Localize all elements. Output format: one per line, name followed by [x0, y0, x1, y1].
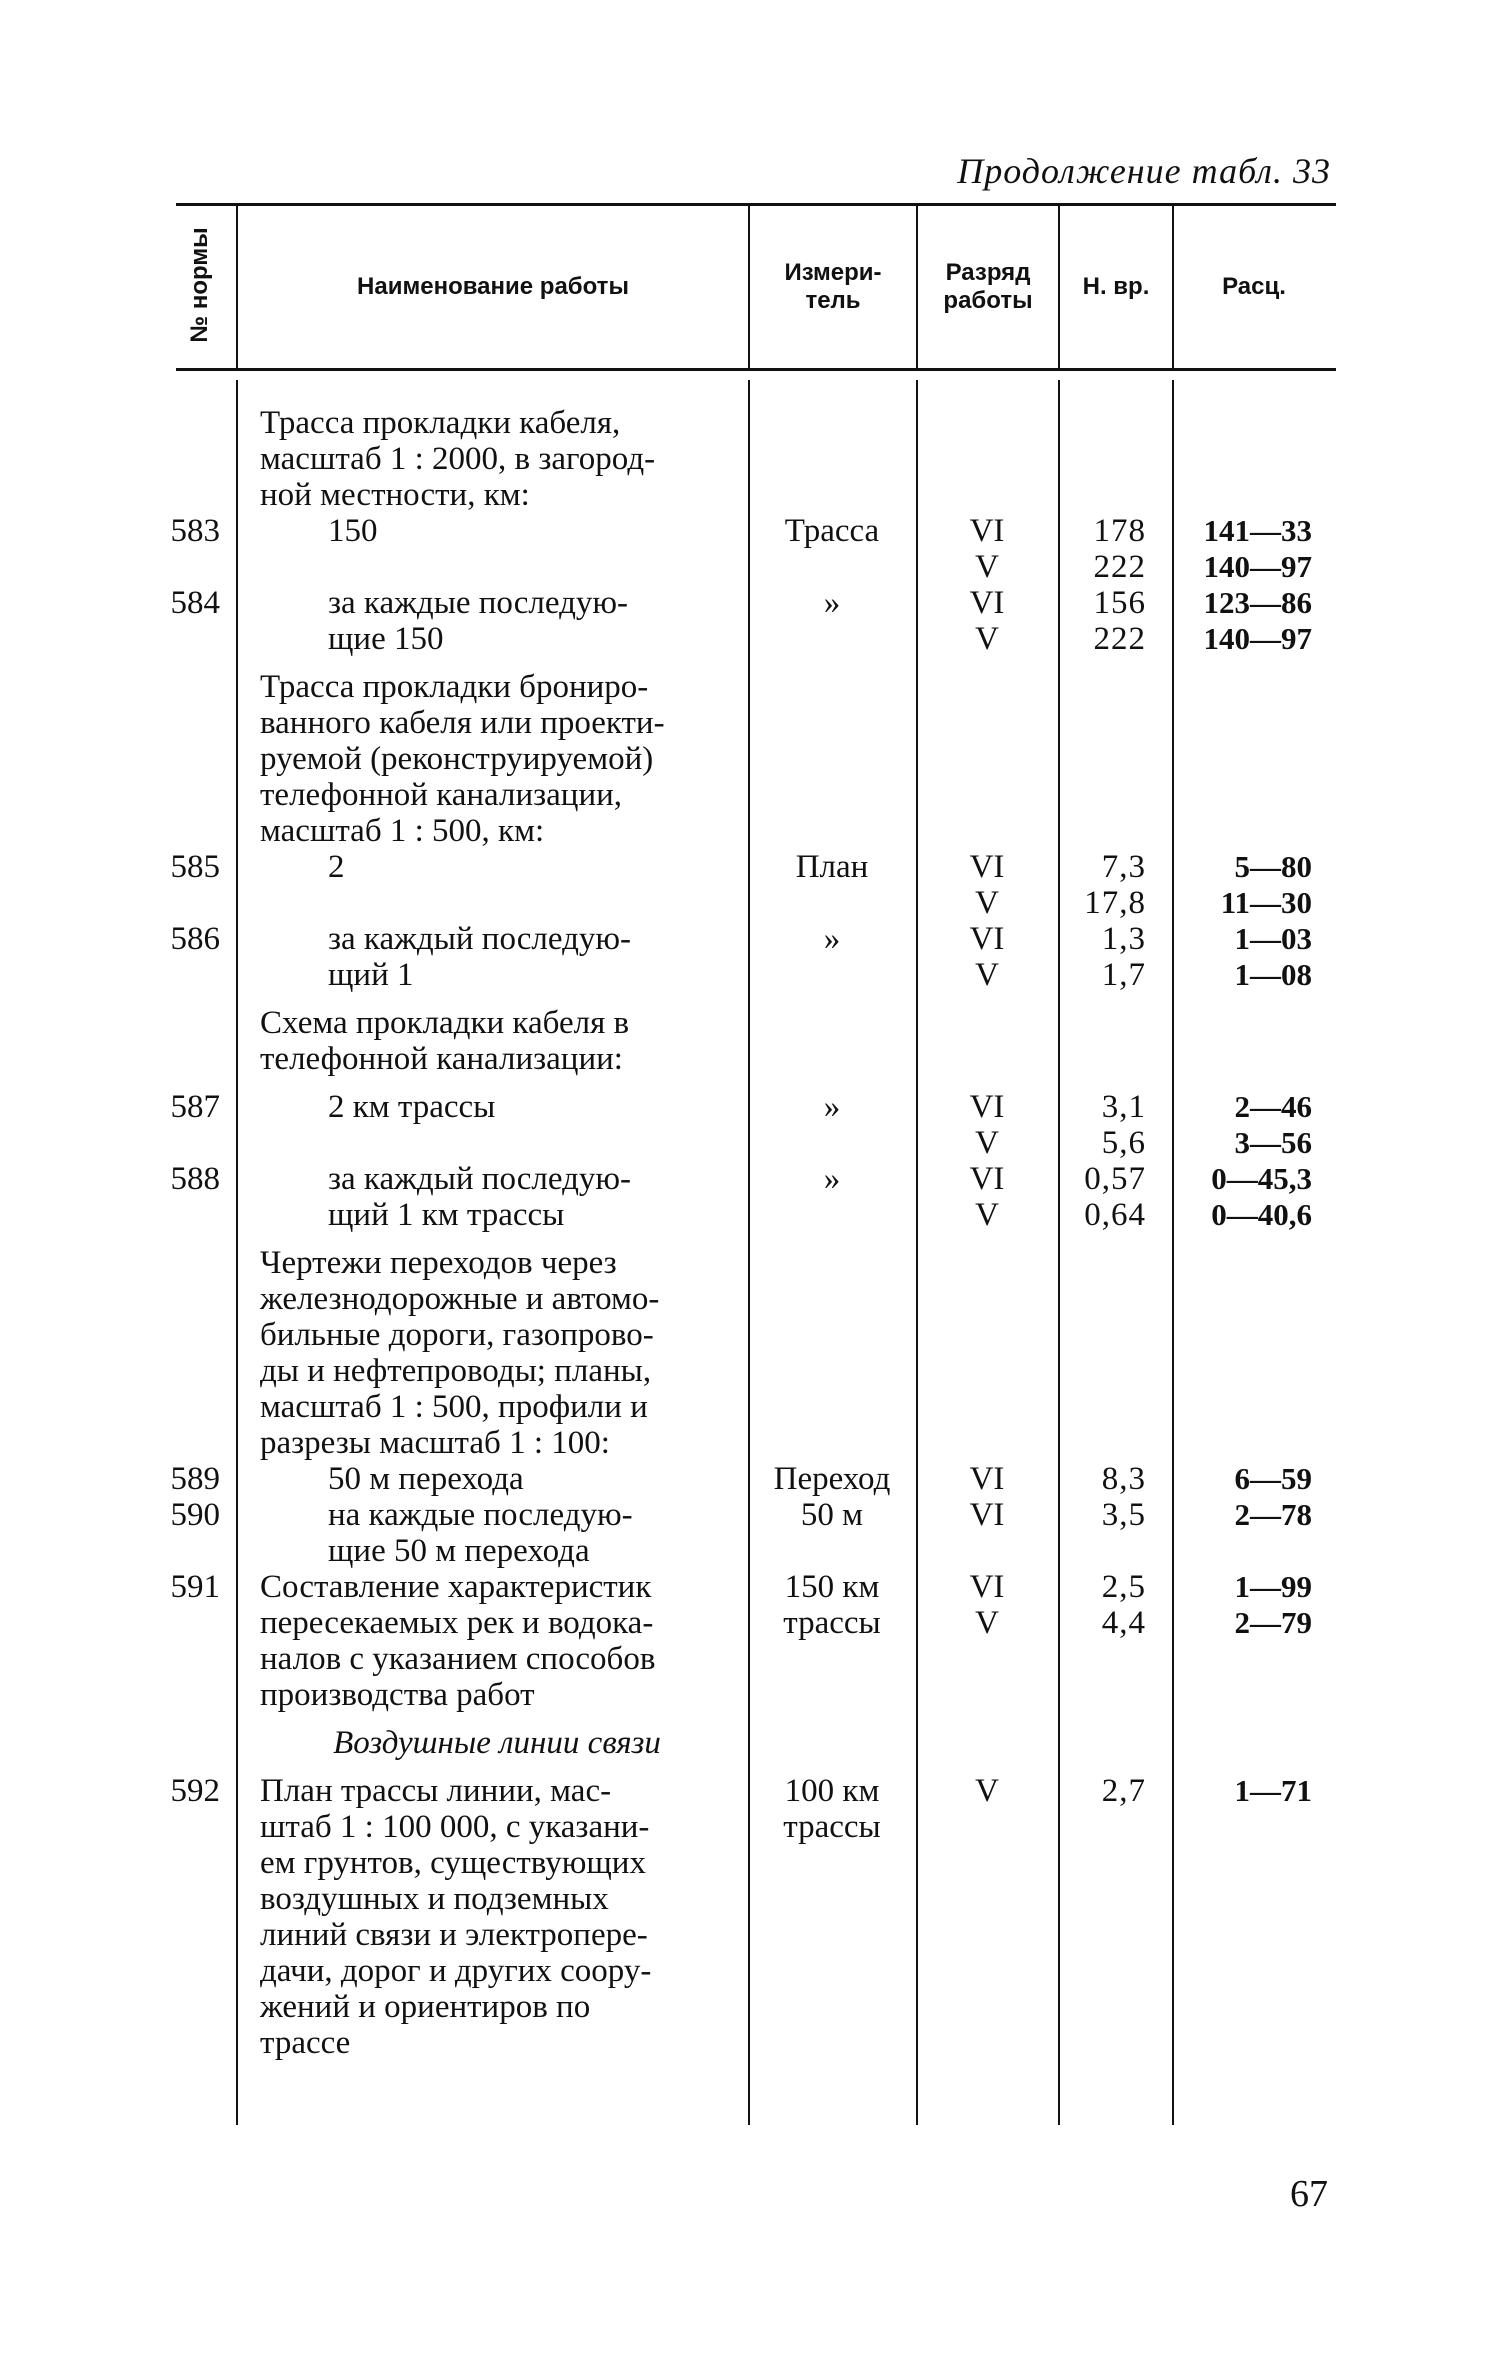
table-row [0, 849, 1499, 921]
table-row [0, 669, 1499, 849]
work-name-line: дачи, дорог и других соору- [260, 1953, 652, 1989]
work-name-line: щий 1 [328, 957, 414, 993]
work-name-line: щий 1 км трассы [328, 1197, 565, 1233]
time-norm-line: 178 [1093, 513, 1146, 549]
rate [1172, 585, 1322, 657]
measure-unit [748, 1497, 916, 1533]
table-row [0, 1773, 1499, 2061]
work-name-line: щие 150 [328, 621, 444, 657]
work-grade-line: VI [969, 849, 1005, 885]
time-norm-line: 17,8 [1084, 885, 1146, 921]
rate-line: 2—46 [1234, 1089, 1312, 1124]
work-name-line: телефонной канализации, [260, 777, 623, 813]
rate [1172, 1161, 1322, 1233]
work-name-line: жений и ориентиров по [260, 1989, 591, 2025]
header-bottom-rule [176, 368, 1336, 371]
work-name-line: 150 [328, 513, 378, 549]
page-number: 67 [1290, 2173, 1328, 2215]
work-grade [916, 1569, 1058, 1641]
work-name-line: налов с указанием способов [260, 1641, 656, 1677]
measure-unit-line: » [823, 921, 841, 957]
time-norm [1058, 1773, 1172, 1809]
work-name-line: Чертежи переходов через [260, 1245, 617, 1281]
measure-unit-line: 50 м [800, 1497, 864, 1533]
time-norm-line: 5,6 [1101, 1125, 1146, 1161]
header-name: Наименование работы [357, 273, 629, 300]
norm-number: 587 [170, 1089, 220, 1125]
measure-unit [748, 513, 916, 549]
measure-unit [748, 1773, 916, 1845]
work-grade-line: V [975, 621, 999, 657]
measure-unit-line: Трасса [784, 513, 880, 549]
work-name-line: трассе [260, 2025, 351, 2061]
measure-unit-line: Переход [773, 1461, 891, 1497]
header-time: Н. вр. [1082, 273, 1150, 300]
time-norm [1058, 1161, 1172, 1233]
rate [1172, 921, 1322, 993]
time-norm-line: 2,7 [1101, 1773, 1146, 1809]
work-grade-line: VI [969, 921, 1005, 957]
work-grade-line: V [975, 1197, 999, 1233]
work-name [228, 1497, 748, 1569]
work-name-line: ем грунтов, существующих [260, 1845, 646, 1881]
rate [1172, 849, 1322, 921]
work-name [228, 669, 748, 849]
work-name [228, 585, 748, 657]
work-name-line: ванного кабеля или проекти- [260, 705, 665, 741]
work-name-line: за каждый последую- [328, 1161, 632, 1197]
work-name [228, 1725, 748, 1761]
work-grade-line: VI [969, 1461, 1005, 1497]
measure-unit-line: 100 км [784, 1773, 880, 1809]
work-name [228, 1773, 748, 2061]
time-norm-line: 1,7 [1101, 957, 1146, 993]
work-grade-line: V [975, 885, 999, 921]
table-row [0, 1461, 1499, 1497]
table-row [0, 1569, 1499, 1713]
table-row [0, 513, 1499, 585]
work-name-line: масштаб 1 : 500, км: [260, 813, 545, 849]
measure-unit-line: трассы [783, 1605, 881, 1641]
time-norm [1058, 849, 1172, 921]
work-grade-line: V [975, 957, 999, 993]
time-norm [1058, 1569, 1172, 1641]
time-norm [1058, 513, 1172, 585]
rate-line: 1—99 [1234, 1569, 1312, 1604]
rate-line: 5—80 [1234, 849, 1312, 884]
rate-line: 140—97 [1203, 621, 1312, 656]
time-norm [1058, 585, 1172, 657]
time-norm-line: 7,3 [1101, 849, 1146, 885]
norm-number: 590 [170, 1497, 220, 1533]
table-row [0, 1497, 1499, 1569]
measure-unit-line: » [823, 1161, 841, 1197]
work-grade [916, 1089, 1058, 1161]
time-norm-line: 3,5 [1101, 1497, 1146, 1533]
time-norm-line: 4,4 [1101, 1605, 1146, 1641]
work-grade-line: VI [969, 585, 1005, 621]
work-grade-line: VI [969, 1569, 1005, 1605]
rate-line: 0—45,3 [1211, 1161, 1312, 1196]
time-norm [1058, 1497, 1172, 1533]
work-grade [916, 513, 1058, 585]
measure-unit [748, 1569, 916, 1641]
table-row [0, 405, 1499, 513]
work-name-line: разрезы масштаб 1 : 100: [260, 1425, 610, 1461]
work-name-line: щие 50 м перехода [328, 1533, 590, 1569]
rate-line: 11—30 [1220, 885, 1312, 920]
rate-line: 1—71 [1234, 1773, 1312, 1808]
work-name-line: План трассы линии, мас- [260, 1773, 612, 1809]
norm-number: 584 [170, 585, 220, 621]
work-name-line: пересекаемых рек и водока- [260, 1605, 654, 1641]
table-row [0, 1725, 1499, 1761]
work-grade-line: V [975, 1773, 999, 1809]
work-name-line: телефонной канализации: [260, 1041, 623, 1077]
work-grade [916, 849, 1058, 921]
rate-line: 140—97 [1203, 549, 1312, 584]
table-row [0, 1161, 1499, 1233]
rate [1172, 1497, 1322, 1533]
norm-number: 586 [170, 921, 220, 957]
rate-line: 141—33 [1203, 513, 1312, 548]
rate-line: 1—08 [1234, 957, 1312, 992]
table-row [0, 1245, 1499, 1461]
rate-line: 3—56 [1234, 1125, 1312, 1160]
rate-line: 2—79 [1234, 1605, 1312, 1640]
table-row [0, 585, 1499, 657]
work-name [228, 1089, 748, 1125]
work-name-line: ды и нефтепроводы; планы, [260, 1353, 652, 1389]
rate [1172, 1089, 1322, 1161]
work-name-line: масштаб 1 : 500, профили и [260, 1389, 648, 1425]
rate-line: 0—40,6 [1211, 1197, 1312, 1232]
work-name-line: на каждые последую- [328, 1497, 633, 1533]
rate-line: 6—59 [1234, 1461, 1312, 1496]
measure-unit [748, 849, 916, 885]
measure-unit-line: 150 км [784, 1569, 880, 1605]
header-num: № нормы [186, 227, 213, 343]
work-name-line: 2 [328, 849, 345, 885]
rate-line: 2—78 [1234, 1497, 1312, 1532]
work-grade [916, 1773, 1058, 1809]
header-grade: Разряд работы [943, 259, 1033, 314]
work-grade [916, 585, 1058, 657]
work-name-line: за каждый последую- [328, 921, 632, 957]
norm-number: 589 [170, 1461, 220, 1497]
rate-line: 1—03 [1234, 921, 1312, 956]
time-norm-line: 0,64 [1084, 1197, 1146, 1233]
work-grade [916, 1461, 1058, 1497]
time-norm [1058, 1089, 1172, 1161]
work-name-line: Воздушные линии связи [333, 1725, 661, 1761]
measure-unit [748, 585, 916, 621]
norm-number: 583 [170, 513, 220, 549]
work-grade [916, 1497, 1058, 1533]
work-name-line: руемой (реконструируемой) [260, 741, 654, 777]
work-name-line: 2 км трассы [328, 1089, 496, 1125]
table-caption: Продолжение табл. 33 [957, 151, 1331, 191]
work-grade [916, 921, 1058, 993]
measure-unit-line: » [823, 585, 841, 621]
work-name-line: производства работ [260, 1677, 535, 1713]
time-norm-line: 0,57 [1084, 1161, 1146, 1197]
norm-number: 591 [170, 1569, 220, 1605]
work-name-line: бильные дороги, газопрово- [260, 1317, 654, 1353]
work-name [228, 921, 748, 993]
measure-unit [748, 921, 916, 957]
work-name-line: штаб 1 : 100 000, с указани- [260, 1809, 650, 1845]
rate [1172, 1773, 1322, 1809]
work-grade-line: VI [969, 1089, 1005, 1125]
work-name [228, 405, 748, 513]
work-name [228, 1569, 748, 1713]
table-row [0, 1005, 1499, 1077]
work-grade-line: V [975, 1125, 999, 1161]
work-name-line: Схема прокладки кабеля в [260, 1005, 630, 1041]
work-name [228, 849, 748, 885]
rate-line: 123—86 [1203, 585, 1312, 620]
time-norm-line: 1,3 [1101, 921, 1146, 957]
work-name [228, 1161, 748, 1233]
work-grade-line: VI [969, 513, 1005, 549]
time-norm-line: 222 [1093, 549, 1146, 585]
measure-unit-line: » [823, 1089, 841, 1125]
work-name-line: линий связи и электропере- [260, 1917, 648, 1953]
work-name-line: железнодорожные и автомо- [260, 1281, 660, 1317]
work-name [228, 1461, 748, 1497]
table-row [0, 1089, 1499, 1161]
work-name-line: масштаб 1 : 2000, в загород- [260, 441, 656, 477]
work-grade [916, 1161, 1058, 1233]
work-grade-line: V [975, 549, 999, 585]
rate [1172, 1461, 1322, 1497]
work-name-line: ной местности, км: [260, 477, 530, 513]
measure-unit-line: План [795, 849, 869, 885]
work-name [228, 1005, 748, 1077]
norm-number: 585 [170, 849, 220, 885]
work-grade-line: V [975, 1605, 999, 1641]
header-rate: Расц. [1222, 273, 1286, 300]
measure-unit [748, 1161, 916, 1197]
time-norm-line: 8,3 [1101, 1461, 1146, 1497]
header-measure: Измери- тель [784, 259, 882, 314]
norm-number: 588 [170, 1161, 220, 1197]
time-norm-line: 3,1 [1101, 1089, 1146, 1125]
table-row [0, 921, 1499, 993]
time-norm-line: 2,5 [1101, 1569, 1146, 1605]
time-norm [1058, 921, 1172, 993]
work-grade-line: VI [969, 1161, 1005, 1197]
measure-unit [748, 1089, 916, 1125]
time-norm-line: 222 [1093, 621, 1146, 657]
work-name-line: Трасса прокладки кабеля, [260, 405, 621, 441]
work-name [228, 513, 748, 549]
rate [1172, 513, 1322, 585]
work-name-line: Составление характеристик [260, 1569, 652, 1605]
measure-unit-line: трассы [783, 1809, 881, 1845]
work-name-line: 50 м перехода [328, 1461, 524, 1497]
norm-number: 592 [170, 1773, 220, 1809]
table-body [0, 405, 1499, 2061]
work-name-line: за каждые последую- [328, 585, 629, 621]
work-name-line: воздушных и подземных [260, 1881, 609, 1917]
work-grade-line: VI [969, 1497, 1005, 1533]
work-name-line: Трасса прокладки брониро- [260, 669, 649, 705]
time-norm-line: 156 [1093, 585, 1146, 621]
measure-unit [748, 1461, 916, 1497]
work-name [228, 1245, 748, 1461]
time-norm [1058, 1461, 1172, 1497]
rate [1172, 1569, 1322, 1641]
